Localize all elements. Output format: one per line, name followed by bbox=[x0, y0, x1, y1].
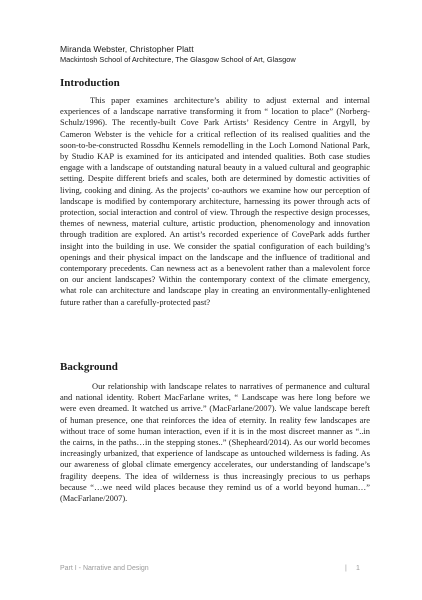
page-number: 1 bbox=[356, 565, 360, 572]
affiliation: Mackintosh School of Architecture, The Glasgow School of Art, Glasgow bbox=[60, 55, 296, 64]
section-heading-introduction: Introduction bbox=[60, 77, 120, 89]
authors: Miranda Webster, Christopher Platt bbox=[60, 44, 194, 54]
footer-section-label: Part I - Narrative and Design bbox=[60, 565, 149, 572]
footer-separator: | bbox=[345, 565, 347, 572]
paragraph-introduction: This paper examines architecture’s ability to adjust external and internal experiences of a landscape narrative transforming it from “ location to place” (Norberg-Schulz/1996). The recently-built Cove Park Artists’ Residency Centre in Argyll, by Cameron Webster is the vehicle for a critical reflection of its realised qualities and the soon-to-be-constructed Rossdhu Kennels remodelling in the Loch Lomond National Park, by Studio KAP is examined for its anticipated and intended qualities. Both case studies engage with a landscape of outstanding natural beauty in a valued cultural and geographic setting. Despite different briefs and scales, both are determined by domestic activities of living, cooking and dining. As the projects’ co-authors we examine how our perception of landscape is modified by contemporary architecture, harnessing its power through acts of protection, social interaction and control of view. Through the respective design processes, themes of newness, material culture, artistic production, phenomenology and innovation through tradition are explored. An artist’s recorded experience of CovePark adds further insight into the building in use. We consider the spatial configuration of each building’s openings and their physical impact on the landscape and the influence of traditional and contemporary precedents. Can newness act as a benevolent rather than a malevolent force on our ancient landscapes? Within the contemporary context of the climate emergency, what role can architecture and landscape play in creating an environmentally-enlightened future rather than a carefully-protected past? bbox=[60, 95, 370, 307]
paragraph-background: Our relationship with landscape relates to narratives of permanence and cultural and national identity. Robert MacFarlane writes, “ Landscape was here long before we were even dreamed. It watched us arrive.” (MacFarlane/2007). We value landscape bereft of human presence, one that reinforces the idea of eternity. In reality few landscapes are without trace of some human interaction, even if it is in the most discreet manner as “..in the cairns, in the paths…in the stepping stones..” (Shepheard/2014). As our world becomes increasingly urbanized, that experience of landscape as untouched wilderness is fading. As our awareness of global climate emergency accelerates, our understanding of landscape’s fragility deepens. The idea of wilderness is thus increasingly precious to us perhaps because “…we need wild places because they remind us of a world beyond human…” (MacFarlane/2007). bbox=[60, 381, 370, 504]
section-heading-background: Background bbox=[60, 361, 118, 373]
